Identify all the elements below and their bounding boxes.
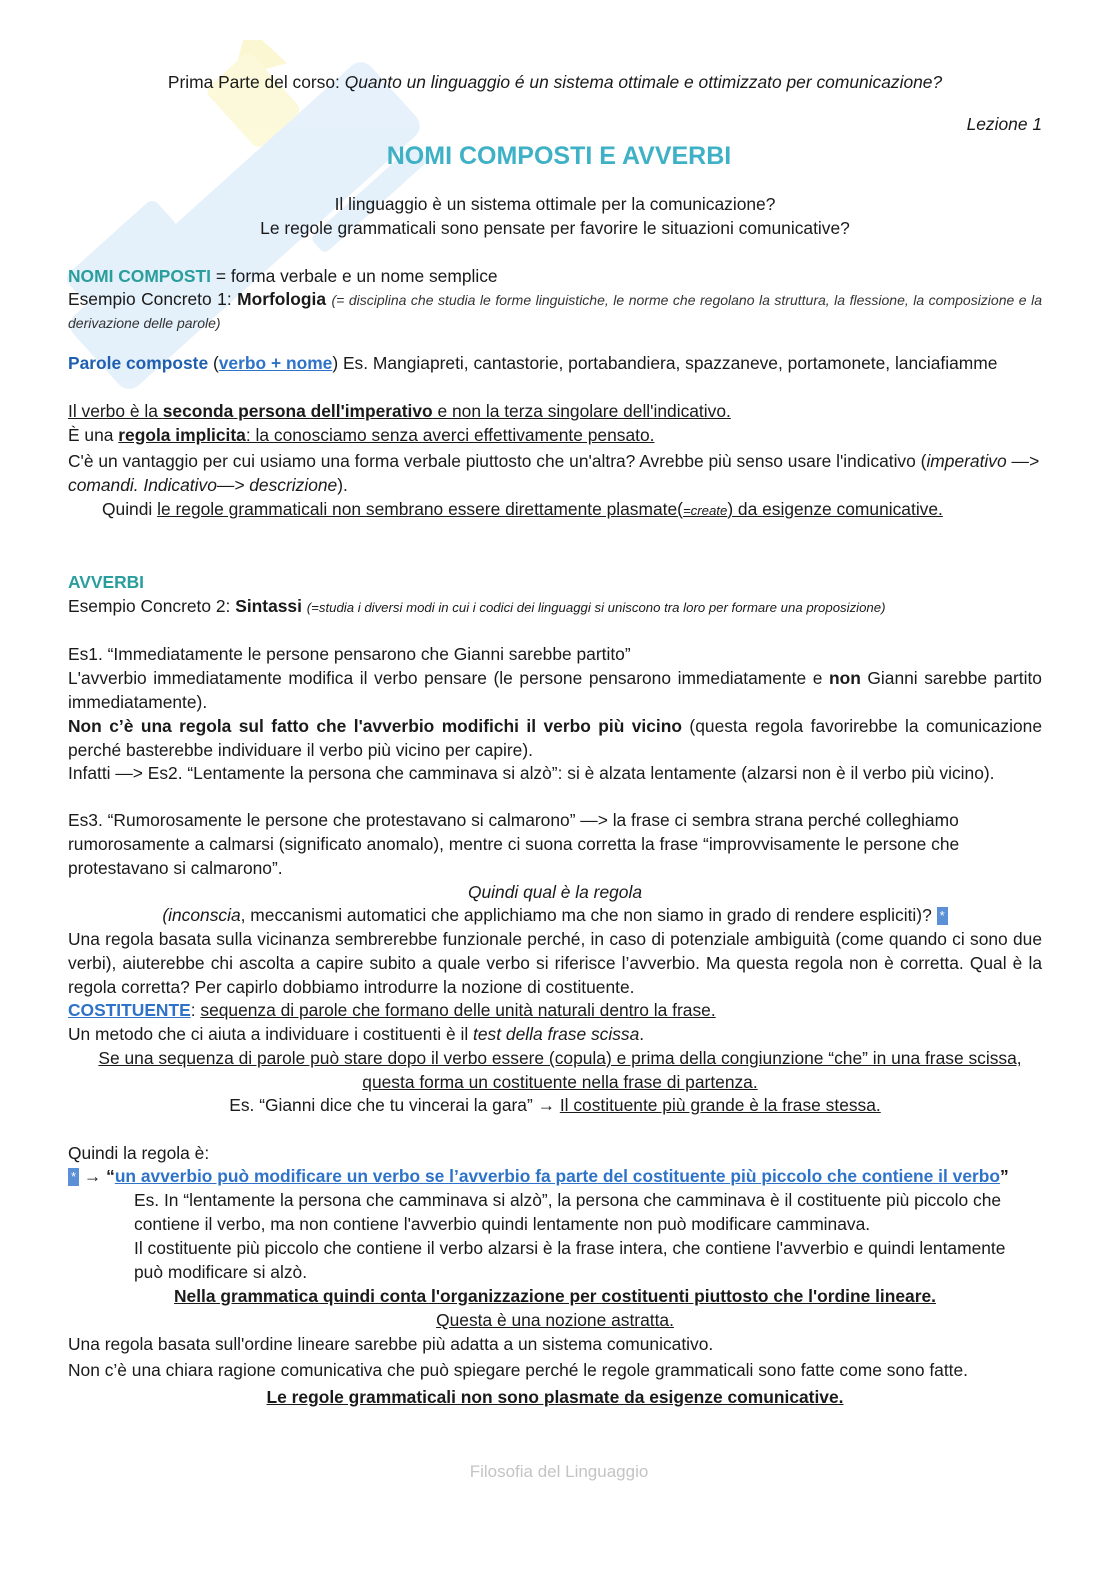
intro-question-1: Il linguaggio è un sistema ottimale per la comunicazione? (334, 194, 776, 214)
no-rule-paragraph (68, 714, 1042, 762)
inconscia-term: (inconscia (162, 905, 241, 925)
regola-statement (68, 1164, 1042, 1188)
regola-text-c: : la conosciamo senza averci effettivamente pensato. (245, 425, 655, 445)
example-2-prefix: Esempio Concreto 2: (68, 596, 236, 616)
quindi-text-a: Quindi (102, 499, 158, 519)
conta-line: Nella grammatica quindi conta l'organizzazione per costituenti piuttosto che l'ordine lineare. (174, 1286, 936, 1306)
example-2-line (68, 594, 1042, 620)
verbo-text-bold: seconda persona dell'imperativo (162, 401, 433, 421)
inconscia-line (68, 903, 1042, 927)
paren-open: ( (208, 353, 219, 373)
ordine-lineare-line: Una regola basata sull'ordine lineare sarebbe più adatta a un sistema comunicativo. (68, 1334, 714, 1354)
verbo-text-a: Il verbo è la (68, 401, 163, 421)
regola-arrow: → “ (79, 1166, 115, 1186)
verbo-text-c: e non la terza singolare dell'indicativo. (432, 401, 731, 421)
example-2-note: (=studia i diversi modi in cui i codici dei linguaggi si uniscono tra loro per formare una proposizione) (306, 600, 886, 615)
nozione-astratta-line: Questa è una nozione astratta. (436, 1310, 674, 1330)
nomi-heading: NOMI COMPOSTI (68, 266, 211, 286)
parole-composte-paragraph (68, 351, 1042, 375)
avverbi-heading (68, 570, 1042, 594)
ragione-line: Non c’è una chiara ragione comunicativa che può spiegare perché le regole grammaticali sono fatte come sono fatte. (68, 1360, 968, 1380)
no-rule-bold: Non c’è una regola sul fatto che l'avverbio modifichi il verbo più vicino (68, 716, 683, 736)
verbo-imperativo-line (68, 399, 1042, 423)
footer-text: Filosofia del Linguaggio (469, 1462, 649, 1481)
gianni-sentence: Es. “Gianni dice che tu vincerai la gara” → (229, 1095, 560, 1115)
inconscia-text: , meccanismi automatici che applichiamo ma che non siamo in grado di rendere espliciti)? (240, 905, 932, 925)
regola-intro: Quindi la regola è: (68, 1143, 210, 1163)
es3-paragraph: Es3. “Rumorosamente le persone che protestavano si calmarono” —> la frase ci sembra strana perché colleghiamo rumorosamente a calmarsi (significato anomalo), mentre ci suona corretta la frase “improvvisamente le persone che protestavano si calmarono”. (68, 810, 960, 878)
metodo-text-c: . (639, 1024, 645, 1044)
page-title: NOMI COMPOSTI E AVVERBI (386, 142, 732, 170)
frase-scissa-rule: Se una sequenza di parole può stare dopo il verbo essere (copula) e prima della congiunzione “che” in una frase scissa, questa forma un costituente nella frase di partenza. (98, 1048, 1022, 1092)
verbo-nome-link[interactable]: verbo + nome (218, 353, 333, 373)
regola-close-quote: ” (1000, 1166, 1009, 1186)
course-line (68, 70, 1042, 94)
es1-explanation (68, 666, 1042, 714)
vantaggio-paragraph (68, 449, 1042, 497)
example-1-note: (= disciplina che studia le forme linguistiche, le norme che regolano la struttura, la flessione, la composizione e la derivazione delle parole) (68, 292, 1042, 331)
quindi-text-c: ) da esigenze comunicative. (727, 499, 943, 519)
frase-scissa-term: test della frase scissa (473, 1024, 640, 1044)
regola-implicita-term: regola implicita (118, 425, 246, 445)
quale-regola-line: Quindi qual è la regola (467, 882, 643, 902)
vantaggio-text: C'è un vantaggio per cui usiamo una forma verbale piuttosto che un'altra? Avrebbe più senso usare l'indicativo ( (68, 451, 927, 471)
es1-line: Es1. “Immediatamente le persone pensarono che Gianni sarebbe partito” (68, 644, 631, 664)
paren-close: ) (332, 353, 339, 373)
asterisk-marker[interactable]: * (937, 907, 948, 925)
regola-example-b: Il costituente più piccolo che contiene il verbo alzarsi è la frase intera, che contiene l'avverbio e quindi lentamente può modificare si alzò. (134, 1238, 1006, 1282)
vantaggio-end: ). (337, 475, 348, 495)
es1-expl-non: non (828, 668, 861, 688)
metodo-line (68, 1022, 1042, 1046)
gianni-example (68, 1093, 1042, 1117)
metodo-text-a: Un metodo che ci aiuta a individuare i costituenti è il (68, 1024, 474, 1044)
quindi-plasmate-line (102, 497, 1042, 523)
create-note: =create (682, 503, 728, 518)
course-question: Quanto un linguaggio é un sistema ottimale e ottimizzato per comunicazione? (344, 72, 943, 92)
nomi-definition: = forma verbale e un nome semplice (211, 266, 498, 286)
costituente-definition: sequenza di parole che formano delle unità naturali dentro la frase. (200, 1000, 716, 1020)
vicinanza-paragraph: Una regola basata sulla vicinanza sembrerebbe funzionale perché, in caso di potenziale ambiguità (come quando ci sono due verbi), aiuterebbe chi ascolta a capire subito a quale verbo si riferisce l’avverbio. Ma questa regola non è corretta. Qual è la regola corretta? Per capirlo dobbiamo introdurre la nozione di costituente. (68, 929, 1042, 997)
nomi-heading-line (68, 264, 1042, 288)
regola-link[interactable]: un avverbio può modificare un verbo se l’avverbio fa parte del costituente più piccolo che contiene il verbo (114, 1166, 1001, 1186)
no-rule-text: (questa regola favorirebbe la comunicazione perché basterebbe individuare il verbo più vicino per capire). (68, 716, 1042, 760)
es1-expl-c: Gianni sarebbe partito immediatamente). (68, 668, 1042, 712)
quindi-text-b: le regole grammaticali non sembrano essere direttamente plasmate( (157, 499, 683, 519)
example-1-prefix: Esempio Concreto 1: (68, 289, 238, 309)
intro-question-2: Le regole grammaticali sono pensate per favorire le situazioni comunicative? (260, 218, 850, 238)
avverbi-heading-text: AVVERBI (68, 572, 145, 592)
gianni-conclusion: Il costituente più grande è la frase stessa. (559, 1095, 881, 1115)
example-1-term: Morfologia (237, 289, 326, 309)
example-2-term: Sintassi (235, 596, 302, 616)
es1-expl-a: L'avverbio immediatamente modifica il verbo pensare (le persone pensarono immediatamente e (68, 668, 829, 688)
final-conclusion: Le regole grammaticali non sono plasmate da esigenze comunicative. (266, 1387, 844, 1407)
parole-composte-examples: Es. Mangiapreti, cantastorie, portabandiera, spazzaneve, portamonete, lanciafiamme (338, 353, 998, 373)
lesson-number: Lezione 1 (966, 114, 1042, 134)
course-prefix: Prima Parte del corso: (167, 72, 345, 92)
costituente-colon: : (190, 1000, 201, 1020)
regola-example-a: Es. In “lentamente la persona che camminava si alzò”, la persona che camminava è il costituente più piccolo che contiene il verbo, ma non contiene l'avverbio quindi lentamente non può modificare camminava. (134, 1190, 1002, 1234)
parole-composte-label: Parole composte (68, 353, 209, 373)
asterisk-marker-2[interactable]: * (68, 1168, 79, 1186)
costituente-link[interactable]: COSTITUENTE (68, 1000, 191, 1020)
regola-implicita-line (68, 423, 1042, 447)
es2-paragraph: Infatti —> Es2. “Lentamente la persona che camminava si alzò”: si è alzata lentamente (alzarsi non è il verbo più vicino). (68, 763, 995, 783)
regola-text-a: È una (68, 425, 119, 445)
costituente-line (68, 998, 1042, 1022)
example-1-paragraph (68, 288, 1042, 334)
imperativo-indicativo-note: imperativo —> comandi. Indicativo—> descrizione (68, 451, 1040, 495)
